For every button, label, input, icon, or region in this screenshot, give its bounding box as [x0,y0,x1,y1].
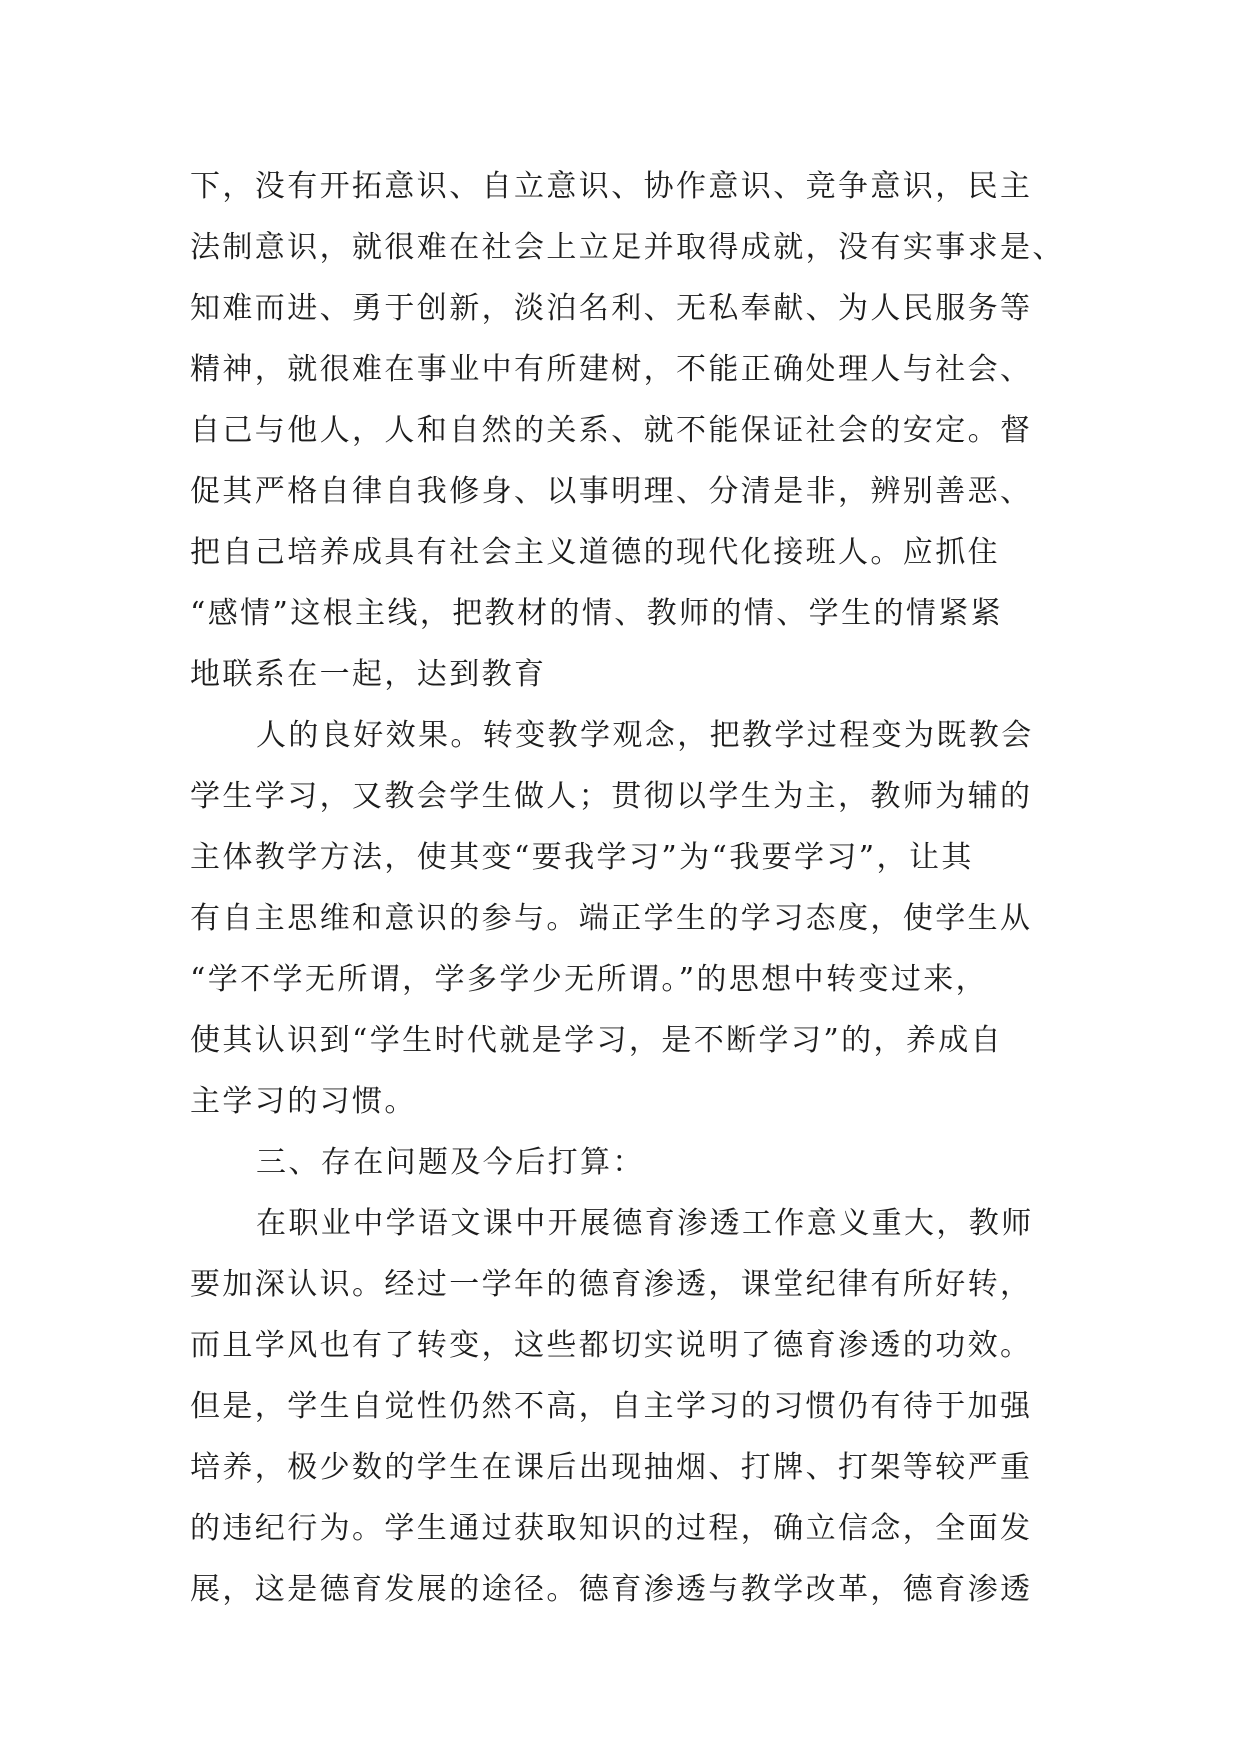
text-line: 主学习的习惯。 [190,1084,417,1119]
text-line: 使其认识到“学生时代就是学习，是不断学习”的，养成自 [190,1023,1004,1058]
text-line: 要加深认识。经过一学年的德育渗透，课堂纪律有所好转， [190,1267,1033,1302]
text-line: 促其严格自律自我修身、以事明理、分清是非，辨别善恶、 [190,474,1033,509]
text-line: 培养，极少数的学生在课后出现抽烟、打牌、打架等较严重 [190,1450,1033,1485]
text-line: 的违纪行为。学生通过获取知识的过程，确立信念，全面发 [190,1511,1033,1546]
text-line: “感情”这根主线，把教材的情、教师的情、学生的情紧紧 [190,596,1004,631]
text-line: 展，这是德育发展的途径。德育渗透与教学改革，德育渗透 [190,1572,1033,1607]
text-line: 地联系在一起，达到教育 [190,657,547,692]
body-text [190,156,1070,1620]
text-line: 学生学习，又教会学生做人；贯彻以学生为主，教师为辅的 [190,779,1033,814]
text-line: 人的良好效果。转变教学观念，把教学过程变为既教会 [256,718,1034,753]
text-line: 知难而进、勇于创新，淡泊名利、无私奉献、为人民服务等 [190,291,1033,326]
text-line: 在职业中学语文课中开展德育渗透工作意义重大，教师 [256,1206,1034,1241]
text-line: 把自己培养成具有社会主义道德的现代化接班人。应抓住 [190,535,1000,570]
text-line: 而且学风也有了转变，这些都切实说明了德育渗透的功效。 [190,1328,1033,1363]
text-line: 有自主思维和意识的参与。端正学生的学习态度，使学生从 [190,901,1033,936]
text-line: 三、存在问题及今后打算： [256,1145,645,1180]
text-line: 下，没有开拓意识、自立意识、协作意识、竞争意识，民主 [190,169,1033,204]
text-line: 但是，学生自觉性仍然不高，自主学习的习惯仍有待于加强 [190,1389,1033,1424]
text-line: “学不学无所谓，学多学少无所谓。”的思想中转变过来， [190,962,989,997]
text-line: 精神，就很难在事业中有所建树，不能正确处理人与社会、 [190,352,1033,387]
text-line: 自己与他人，人和自然的关系、就不能保证社会的安定。督 [190,413,1033,448]
text-line: 法制意识，就很难在社会上立足并取得成就，没有实事求是、 [190,230,1065,265]
text-line: 主体教学方法，使其变“要我学习”为“我要学习”，让其 [190,840,974,875]
